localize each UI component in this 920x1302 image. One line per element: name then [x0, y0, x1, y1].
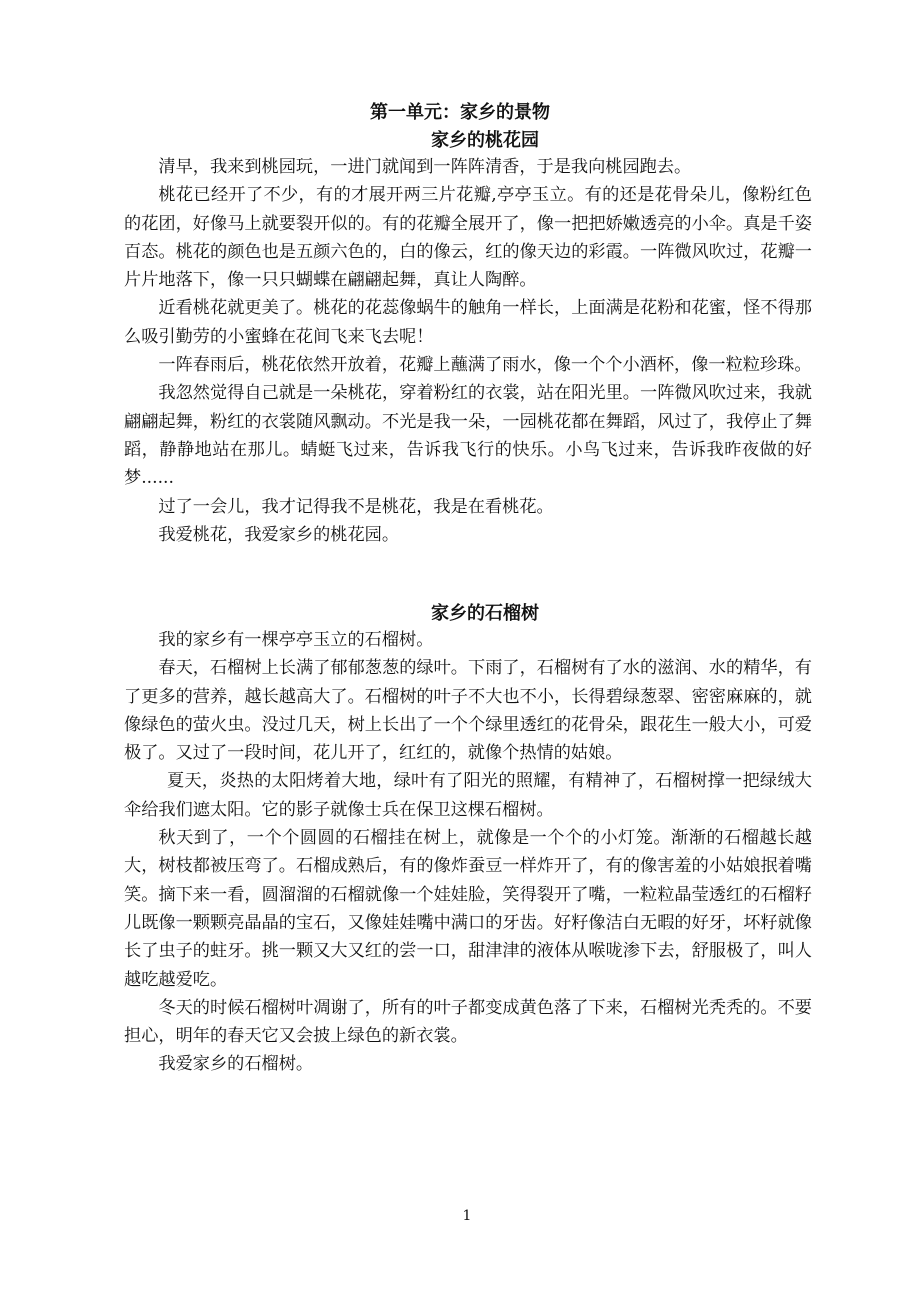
paragraph: 春天，石榴树上长满了郁郁葱葱的绿叶。下雨了，石榴树有了水的滋润、水的精华，有了更多的营养，越长越高大了。石榴树的叶子不大也不小，长得碧绿葱翠、密密麻麻的，就像绿色的萤火虫。没过几天，树上长出了一个个绿里透红的花骨朵，跟花生一般大小，可爱极了。又过了一段时间，花儿开了，红红的，就像个热情的姑娘。 [124, 658, 812, 764]
paragraph: 冬天的时候石榴树叶凋谢了，所有的叶子都变成黄色落了下来，石榴树光秃秃的。不要担心，明年的春天它又会披上绿色的新衣裳。 [124, 997, 812, 1047]
paragraph: 秋天到了，一个个圆圆的石榴挂在树上，就像是一个个的小灯笼。渐渐的石榴越长越大，树枝都被压弯了。石榴成熟后，有的像炸蚕豆一样炸开了，有的像害羞的小姑娘抿着嘴笑。摘下来一看，圆溜溜的石榴就像一个娃娃脸，笑得裂开了嘴，一粒粒晶莹透红的石榴籽儿既像一颗颗亮晶晶的宝石，又像娃娃嘴中满口的牙齿。好籽像洁白无暇的好牙，坏籽就像长了虫子的蛀牙。挑一颗又大又红的尝一口，甜津津的液体从喉咙渗下去，舒服极了，叫人越吃越爱吃。 [124, 828, 812, 990]
paragraph: 一阵春雨后，桃花依然开放着，花瓣上蘸满了雨水，像一个个小酒杯，像一粒粒珍珠。 [158, 355, 812, 376]
paragraph: 清早，我来到桃园玩，一进门就闻到一阵阵清香，于是我向桃园跑去。 [158, 157, 692, 177]
paragraph: 我的家乡有一棵亭亭玉立的石榴树。 [158, 630, 434, 650]
paragraph: 我忽然觉得自己就是一朵桃花，穿着粉红的衣裳，站在阳光里。一阵微风吹过来，我就翩翩起舞，粉红的衣裳随风飘动。不光是我一朵，一园桃花都在舞蹈，风过了，我停止了舞蹈，静静地站在那儿。蜻蜓飞过来，告诉我飞行的快乐。小鸟飞过来，告诉我昨夜做的好梦...... [124, 383, 812, 489]
paragraph: 近看桃花就更美了。桃花的花蕊像蜗牛的触角一样长，上面满是花粉和花蜜，怪不得那么吸引勤劳的小蜜蜂在花间飞来飞去呢！ [124, 298, 812, 347]
paragraph: 我爱桃花，我爱家乡的桃花园。 [158, 524, 400, 545]
paragraph: 过了一会儿，我才记得我不是桃花，我是在看桃花。 [158, 496, 554, 517]
section-body-pomegranate-tree [124, 626, 812, 1079]
section-body-peach-garden [124, 153, 812, 549]
paragraph: 我爱家乡的石榴树。 [158, 1054, 314, 1075]
section-title-pomegranate-tree: 家乡的石榴树 [431, 603, 539, 624]
paragraph: 桃花已经开了不少，有的才展开两三片花瓣,亭亭玉立。有的还是花骨朵儿，像粉红色的花团，好像马上就要裂开似的。有的花瓣全展开了，像一把把娇嫩透亮的小伞。真是千姿百态。桃花的颜色也是五颜六色的，白的像云，红的像天边的彩霞。一阵微风吹过，花瓣一片片地落下，像一只只蝴蝶在翩翩起舞，真让人陶醉。 [124, 185, 812, 291]
paragraph: 夏天，炎热的太阳烤着大地，绿叶有了阳光的照耀，有精神了，石榴树撑一把绿绒大伞给我们遮太阳。它的影子就像士兵在保卫这棵石榴树。 [124, 771, 812, 820]
section-title-peach-garden: 家乡的桃花园 [431, 130, 539, 151]
page-number: 1 [462, 1208, 472, 1224]
unit-title: 第一单元：家乡的景物 [370, 102, 550, 123]
